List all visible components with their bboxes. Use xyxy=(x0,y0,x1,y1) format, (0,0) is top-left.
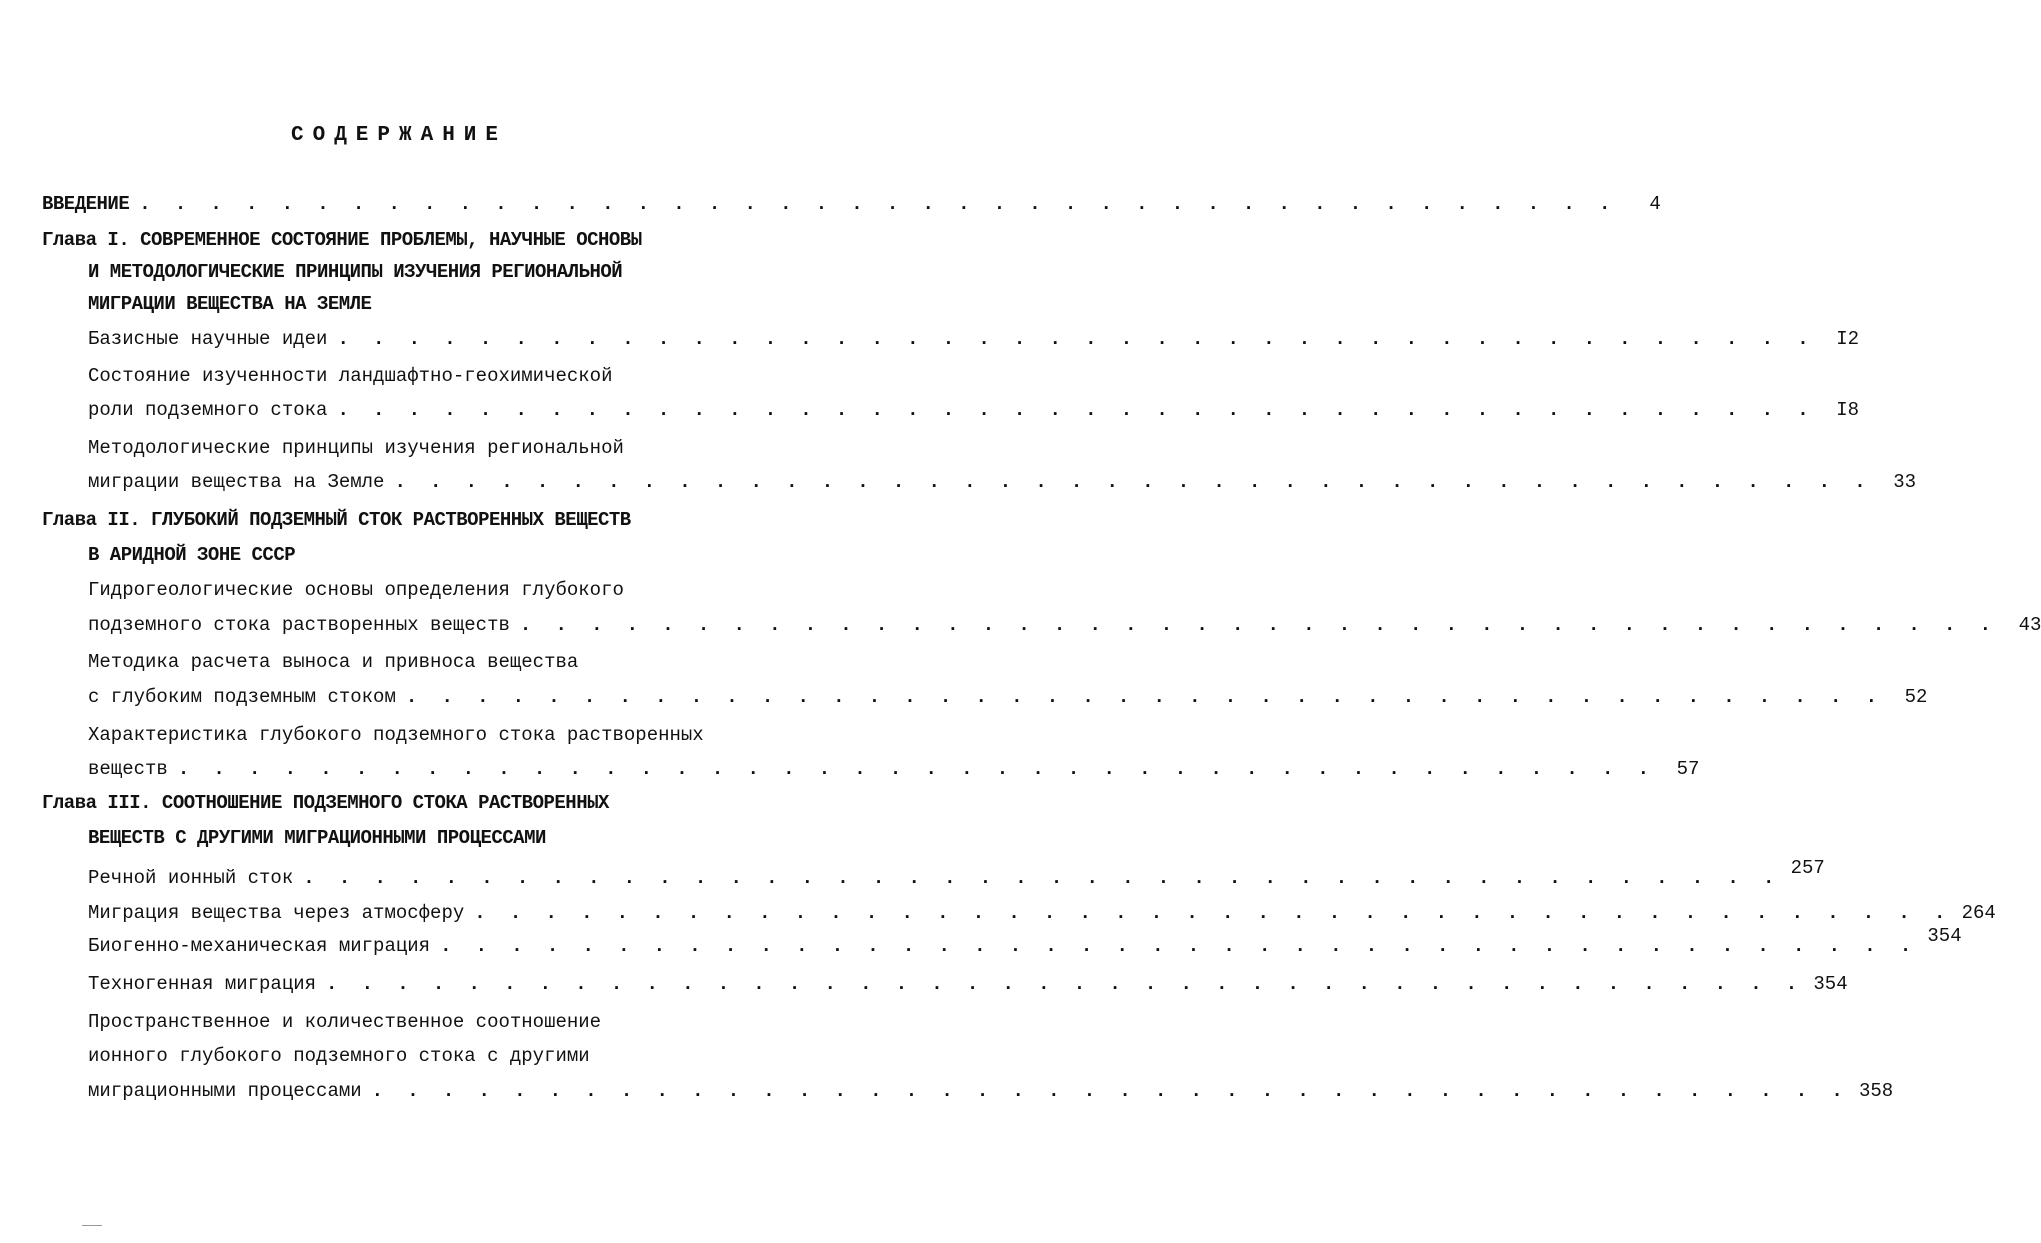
toc-page-number: 52 xyxy=(1904,686,1928,708)
dot-leader: . . . . . . . . . . . . . . . . . . . . . . . . . . . . . . . . . . . . . . . . . . xyxy=(519,614,1998,636)
toc-page-number: 264 xyxy=(1961,902,1996,924)
toc-page-number: 354 xyxy=(1813,973,1848,995)
dot-leader: . . . . . . . . . . . . . . . . . . . . . . . . . . . . . . . . . . . . . . . . . . xyxy=(337,399,1816,421)
toc-page-number: 358 xyxy=(1859,1080,1894,1102)
chapter-heading-cont: МИГРАЦИИ ВЕЩЕСТВА НА ЗЕМЛЕ xyxy=(88,293,372,315)
toc-entry-text: Пространственное и количественное соотношение xyxy=(88,1011,602,1033)
dot-leader: . . . . . . . . . . . . . . . . . . . . . . . . . . . . . . . . . . . . . . . . . . xyxy=(139,193,1617,215)
dot-leader: . . . . . . . . . . . . . . . . . . . . . . . . . . . . . . . . . . . . . . . . . . xyxy=(440,935,1918,957)
toc-entry-label: Базисные научные идеи xyxy=(88,328,328,350)
toc-page-number: 33 xyxy=(1893,471,1917,493)
dot-leader: . . . . . . . . . . . . . . . . . . . . . . . . . . . . . . . . . . . . . . . . . . xyxy=(371,1080,1850,1102)
toc-entry-text: Гидрогеологические основы определения глубокого xyxy=(88,579,624,601)
page-title: СОДЕРЖАНИЕ xyxy=(290,124,508,147)
dot-leader: . . . . . . . . . . . . . . . . . . . . . . . . . . . . . . . . . . . . . . . . . . xyxy=(326,973,1804,995)
toc-entry-intro[interactable] xyxy=(42,192,1661,216)
toc-entry-label: с глубоким подземным стоком xyxy=(88,686,396,708)
toc-entry-text: Методика расчета выноса и привноса вещества xyxy=(88,651,579,673)
toc-entry[interactable] xyxy=(88,470,1917,494)
chapter-heading[interactable]: Глава II. ГЛУБОКИЙ ПОДЗЕМНЫЙ СТОК РАСТВОРЕННЫХ ВЕЩЕСТВ xyxy=(42,509,631,531)
dot-leader: . . . . . . . . . . . . . . . . . . . . . . . . . . . . . . . . . . . . . . . . . . xyxy=(337,328,1816,350)
toc-entry[interactable] xyxy=(88,327,1860,351)
toc-entry[interactable] xyxy=(88,857,1825,890)
toc-entry-label: Техногенная миграция xyxy=(88,973,317,995)
dot-leader: . . . . . . . . . . . . . . . . . . . . . . . . . . . . . . . . . . . . . . . . . . xyxy=(394,471,1873,493)
toc-page-number: 43 xyxy=(2018,614,2041,636)
toc-page-number: I2 xyxy=(1836,328,1860,350)
toc-entry[interactable] xyxy=(88,901,1996,925)
chapter-heading-cont: И МЕТОДОЛОГИЧЕСКИЕ ПРИНЦИПЫ ИЗУЧЕНИЯ РЕГИОНАЛЬНОЙ xyxy=(88,261,623,283)
scan-artifact xyxy=(82,1225,102,1226)
toc-entry-label: роли подземного стока xyxy=(88,399,328,421)
dot-leader: . . . . . . . . . . . . . . . . . . . . . . . . . . . . . . . . . . . . . . . . . . xyxy=(474,902,1952,924)
toc-entry[interactable] xyxy=(88,398,1860,422)
toc-entry-label: Биогенно-механическая миграция xyxy=(88,935,431,957)
chapter-heading[interactable]: Глава I. СОВРЕМЕННОЕ СОСТОЯНИЕ ПРОБЛЕМЫ, НАУЧНЫЕ ОСНОВЫ xyxy=(42,229,642,251)
toc-page-number: 4 xyxy=(1649,193,1661,215)
toc-entry[interactable] xyxy=(88,613,2041,637)
dot-leader: . . . . . . . . . . . . . . . . . . . . . . . . . . . . . . . . . . . . . . . . . . xyxy=(303,867,1781,889)
chapter-heading-cont: В АРИДНОЙ ЗОНЕ СССР xyxy=(88,544,296,566)
toc-entry[interactable] xyxy=(88,972,1848,996)
dot-leader: . . . . . . . . . . . . . . . . . . . . . . . . . . . . . . . . . . . . . . . . . . xyxy=(177,758,1656,780)
toc-entry-label: Речной ионный сток xyxy=(88,867,294,889)
toc-entry-label: миграции вещества на Земле xyxy=(88,471,385,493)
toc-entry-text: Методологические принципы изучения региональной xyxy=(88,437,624,459)
toc-entry[interactable] xyxy=(88,925,1962,958)
toc-page-number: 257 xyxy=(1790,857,1825,879)
dot-leader: . . . . . . . . . . . . . . . . . . . . . . . . . . . . . . . . . . . . . . . . . . xyxy=(405,686,1884,708)
toc-entry-text: Состояние изученности ландшафтно-геохимической xyxy=(88,365,613,387)
toc-page-number: 57 xyxy=(1676,758,1700,780)
chapter-heading[interactable]: Глава III. СООТНОШЕНИЕ ПОДЗЕМНОГО СТОКА РАСТВОРЕННЫХ xyxy=(42,792,609,814)
toc-entry-label: веществ xyxy=(88,758,168,780)
toc-entry-label: Миграция вещества через атмосферу xyxy=(88,902,465,924)
toc-page-number: 354 xyxy=(1927,925,1962,947)
toc-entry-label: ВВЕДЕНИЕ xyxy=(42,193,130,215)
toc-entry[interactable] xyxy=(88,757,1700,781)
toc-entry-label: миграционными процессами xyxy=(88,1080,362,1102)
toc-entry[interactable] xyxy=(88,685,1928,709)
toc-entry-text: Характеристика глубокого подземного стока растворенных xyxy=(88,724,704,746)
toc-entry-text: ионного глубокого подземного стока с другими xyxy=(88,1045,590,1067)
toc-entry-label: подземного стока растворенных веществ xyxy=(88,614,510,636)
toc-entry[interactable] xyxy=(88,1079,1894,1103)
toc-page-number: I8 xyxy=(1836,399,1860,421)
chapter-heading-cont: ВЕЩЕСТВ С ДРУГИМИ МИГРАЦИОННЫМИ ПРОЦЕССАМИ xyxy=(88,827,546,849)
